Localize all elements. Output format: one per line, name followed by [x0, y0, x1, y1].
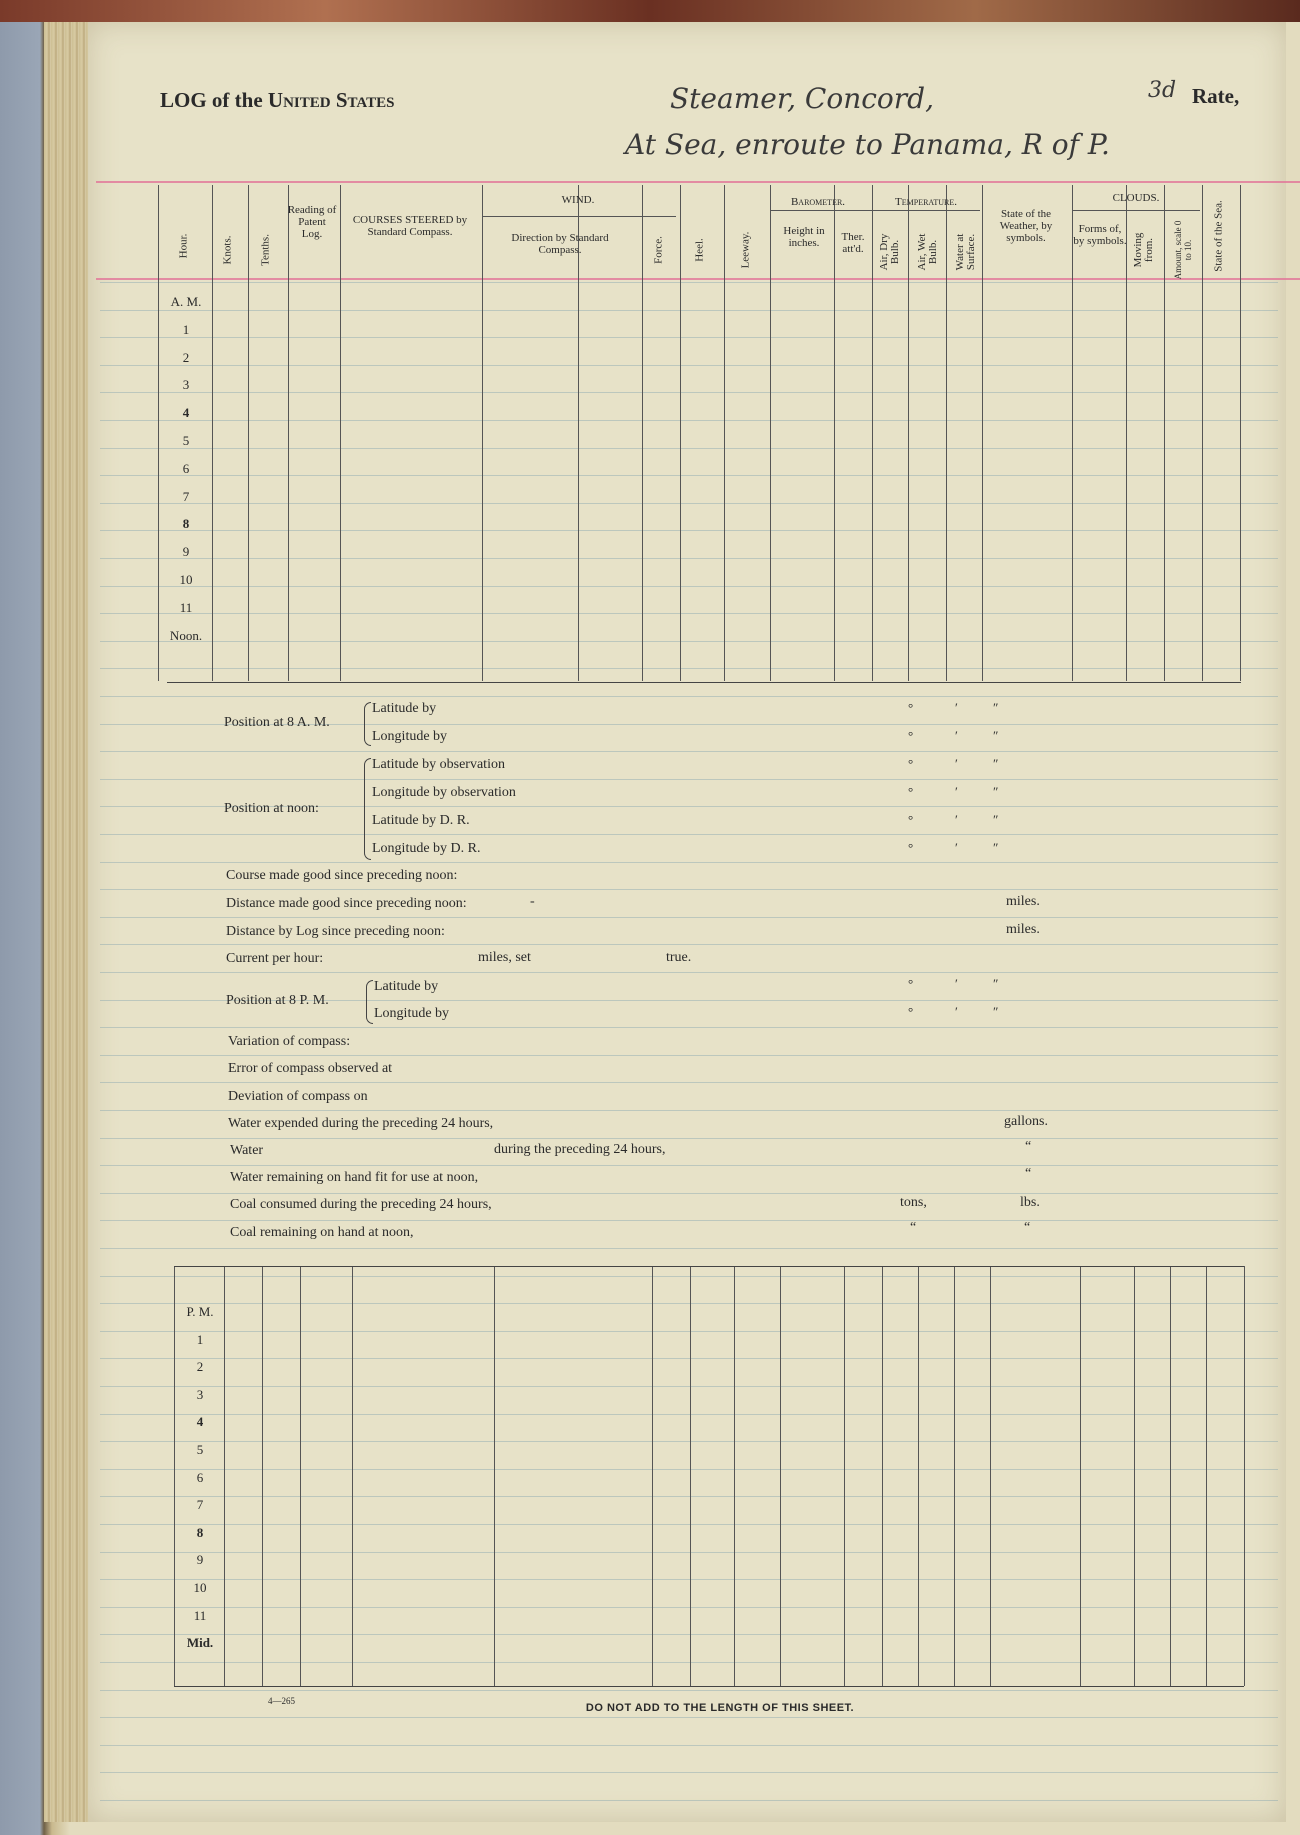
book-cover-edge	[0, 0, 1300, 22]
ruled-line	[100, 1110, 1278, 1111]
am-column-line	[578, 185, 579, 681]
ruled-line	[100, 1717, 1278, 1718]
degree-mark: °	[908, 812, 914, 827]
am-column-line	[1164, 185, 1165, 681]
degree-mark: °	[908, 756, 914, 771]
col-cloud-amount: Amount, scale 0 to 10.	[1173, 220, 1193, 280]
col-temperature: Temperature.	[895, 196, 957, 208]
col-sea: State of the Sea.	[1212, 200, 1225, 272]
water-during: during the preceding 24 hours,	[494, 1142, 666, 1157]
second-mark: ″	[993, 840, 999, 855]
minute-mark: ′	[955, 976, 958, 991]
minute-mark: ′	[955, 840, 958, 855]
am-hour-label: 2	[182, 349, 190, 365]
deviation-of-compass: Deviation of compass on	[228, 1089, 368, 1104]
ruled-line	[100, 1441, 1278, 1442]
second-mark: ″	[993, 812, 999, 827]
pm-column-line	[262, 1266, 263, 1686]
second-mark: ″	[993, 976, 999, 991]
position-noon-label: Position at noon:	[224, 801, 319, 816]
page-gutter	[44, 22, 94, 1822]
col-baro-ther: Ther. att'd.	[841, 231, 865, 255]
col-cloud-forms: Forms of, by symbols.	[1073, 223, 1127, 247]
brace	[366, 980, 373, 1024]
pm-column-line	[494, 1266, 495, 1686]
am-column-line	[340, 185, 341, 681]
am-hour-label: 1	[182, 321, 190, 337]
pm-hour-label: 3	[196, 1386, 204, 1402]
pm-column-line	[352, 1266, 353, 1686]
pm-column-line	[1170, 1266, 1171, 1686]
ruled-line	[100, 1469, 1278, 1470]
col-air-dry: Air, Dry Bulb.	[878, 233, 901, 271]
ruled-line	[100, 475, 1278, 476]
pm-column-line	[174, 1266, 175, 1686]
true-label: true.	[666, 950, 692, 965]
ruled-line	[100, 1607, 1278, 1608]
pm-hour-label: 5	[196, 1442, 204, 1457]
col-heel: Heel.	[693, 238, 706, 262]
col-hour: Hour.	[177, 233, 190, 259]
col-wind-force: Force.	[652, 236, 665, 264]
footer-notice: DO NOT ADD TO THE LENGTH OF THIS SHEET.	[585, 1702, 855, 1714]
vessel-name: Steamer, Concord,	[670, 82, 934, 115]
title-caps: United States	[267, 88, 395, 112]
miles-2: miles.	[1006, 922, 1040, 937]
water-expended: Water expended during the preceding 24 hours,	[228, 1116, 494, 1131]
pm-hour-label: 7	[196, 1497, 204, 1513]
am-column-line	[872, 185, 873, 681]
ruled-line	[100, 668, 1278, 669]
ruled-line	[100, 1138, 1278, 1139]
am-column-line	[482, 185, 483, 681]
water-label: Water	[230, 1143, 264, 1158]
am-column-line	[642, 185, 643, 681]
pm-column-line	[652, 1266, 653, 1686]
ruled-line	[100, 1055, 1278, 1056]
ditto-3: “	[910, 1220, 917, 1235]
am-column-line	[1202, 185, 1203, 681]
pm-hour-label: 6	[196, 1469, 204, 1485]
col-knots: Knots.	[221, 235, 234, 265]
ruled-line	[100, 1248, 1278, 1249]
ruled-line	[100, 779, 1278, 780]
gallons-label: gallons.	[1004, 1114, 1048, 1129]
am-hour-label: 4	[182, 405, 190, 421]
am-hour-label: 9	[182, 544, 190, 560]
col-wind-direction: Direction by Standard Compass.	[511, 232, 609, 256]
am-hour-label: 10	[179, 572, 193, 587]
minute-mark: ′	[955, 728, 958, 743]
ruled-line	[100, 1414, 1278, 1415]
ruled-line	[100, 420, 1278, 421]
coal-consumed: Coal consumed during the preceding 24 hours,	[230, 1197, 492, 1212]
tons-label: tons,	[900, 1195, 927, 1210]
minute-mark: ′	[955, 812, 958, 827]
page-title	[160, 88, 395, 113]
brace	[364, 758, 371, 860]
ruled-line	[100, 1276, 1278, 1277]
ditto-1: “	[1025, 1139, 1032, 1154]
ruled-line	[100, 337, 1278, 338]
ruled-line	[100, 310, 1278, 311]
lbs-label: lbs.	[1020, 1195, 1040, 1210]
ruled-line	[100, 558, 1278, 559]
pm-column-line	[954, 1266, 955, 1686]
col-courses: COURSES STEERED by Standard Compass.	[352, 214, 468, 238]
ruled-line	[100, 586, 1278, 587]
am-hour-label: A. M.	[170, 294, 202, 309]
am-column-line	[212, 185, 213, 681]
ruled-line	[100, 1690, 1278, 1691]
pm-column-line	[882, 1266, 883, 1686]
ruled-line	[100, 1331, 1278, 1332]
ruled-line	[100, 448, 1278, 449]
pm-hour-label: Mid.	[186, 1635, 214, 1651]
coal-remaining: Coal remaining on hand at noon,	[230, 1225, 414, 1240]
ruled-line	[100, 834, 1278, 835]
clouds-subheader-line	[1072, 210, 1200, 211]
distance-dash: -	[530, 894, 535, 909]
pm-column-line	[780, 1266, 781, 1686]
ruled-line	[100, 503, 1278, 504]
col-barometer: Barometer.	[790, 196, 846, 208]
degree-mark: °	[908, 700, 914, 715]
rate-label: Rate,	[1192, 84, 1240, 108]
pm-hour-label: 9	[196, 1552, 204, 1568]
wind-subheader-line	[482, 216, 676, 217]
pm-hour-label: 10	[193, 1580, 207, 1595]
col-wind: WIND.	[561, 194, 595, 206]
ruled-line	[100, 1745, 1278, 1746]
longitude-by-8pm: Longitude by	[374, 1006, 450, 1021]
minute-mark: ′	[955, 784, 958, 799]
pm-hour-label: 4	[196, 1414, 204, 1430]
ruled-line	[100, 1662, 1278, 1663]
pm-column-line	[690, 1266, 691, 1686]
course-made-good: Course made good since preceding noon:	[226, 868, 458, 883]
pm-column-line	[1244, 1266, 1245, 1686]
position-8am-label: Position at 8 A. M.	[224, 715, 330, 730]
am-table-bottom	[167, 682, 1241, 683]
latitude-by-8am: Latitude by	[372, 701, 437, 716]
col-leeway: Leeway.	[739, 231, 752, 269]
degree-mark: °	[908, 840, 914, 855]
pm-column-line	[1134, 1266, 1135, 1686]
ruled-line	[100, 972, 1278, 973]
position-8pm-label: Position at 8 P. M.	[226, 993, 329, 1008]
ruled-line	[100, 751, 1278, 752]
am-hour-label: 8	[182, 516, 190, 532]
pm-hour-label: 1	[196, 1331, 204, 1347]
ruled-line	[100, 1386, 1278, 1387]
am-column-line	[834, 185, 835, 681]
ruled-line	[100, 1524, 1278, 1525]
pm-table-bottom	[174, 1686, 1244, 1687]
longitude-by-8am: Longitude by	[372, 729, 448, 744]
temp-subheader-line	[870, 210, 980, 211]
title-prefix: LOG of the	[160, 88, 263, 112]
am-column-line	[288, 185, 289, 681]
ruled-line	[100, 1800, 1278, 1801]
am-hour-label: 11	[179, 599, 193, 615]
col-clouds: CLOUDS.	[1112, 192, 1160, 204]
col-water-surface: Water at Surface.	[954, 233, 977, 271]
am-column-line	[982, 185, 983, 681]
pm-column-line	[1080, 1266, 1081, 1686]
ruled-line	[100, 917, 1278, 918]
second-mark: ″	[993, 728, 999, 743]
degree-mark: °	[908, 976, 914, 991]
ditto-2: “	[1025, 1166, 1032, 1181]
pm-column-line	[844, 1266, 845, 1686]
am-hour-label: 5	[182, 433, 190, 448]
variation-of-compass: Variation of compass:	[228, 1034, 351, 1049]
error-of-compass: Error of compass observed at	[228, 1061, 393, 1076]
pm-hour-label: 2	[196, 1359, 204, 1375]
ruled-line	[100, 392, 1278, 393]
ruled-line	[100, 862, 1278, 863]
ruled-line	[100, 1027, 1278, 1028]
ruled-line	[100, 696, 1278, 697]
ruled-line	[100, 1552, 1278, 1553]
ruled-line	[100, 613, 1278, 614]
pm-column-line	[918, 1266, 919, 1686]
am-column-line	[158, 185, 159, 681]
ruled-line	[100, 1220, 1278, 1221]
col-patent-log: Reading of Patent Log.	[287, 204, 337, 240]
am-column-line	[724, 185, 725, 681]
col-baro-height: Height in inches.	[783, 225, 825, 249]
pink-rule-top	[96, 181, 1300, 183]
minute-mark: ′	[955, 756, 958, 771]
ruled-line	[100, 1772, 1278, 1773]
latitude-observation: Latitude by observation	[372, 757, 505, 772]
pm-hour-label: P. M.	[186, 1304, 214, 1319]
second-mark: ″	[993, 700, 999, 715]
latitude-by-8pm: Latitude by	[374, 979, 439, 994]
pm-table-top	[174, 1266, 1244, 1267]
pm-column-line	[224, 1266, 225, 1686]
am-hour-label: 7	[182, 488, 190, 504]
pm-hour-label: 11	[193, 1607, 207, 1623]
am-column-line	[1240, 185, 1241, 681]
second-mark: ″	[993, 784, 999, 799]
longitude-observation: Longitude by observation	[372, 785, 516, 800]
col-air-wet: Air, Wet Bulb.	[916, 233, 939, 271]
ruled-line	[100, 1634, 1278, 1635]
pm-column-line	[734, 1266, 735, 1686]
water-remaining: Water remaining on hand fit for use at noon,	[230, 1170, 479, 1185]
am-column-line	[946, 185, 947, 681]
am-hour-label: 6	[182, 460, 190, 476]
second-mark: ″	[993, 1004, 999, 1019]
location: At Sea, enroute to Panama, R of P.	[625, 128, 1110, 161]
ruled-line	[100, 641, 1278, 642]
am-column-line	[1126, 185, 1127, 681]
pm-column-line	[300, 1266, 301, 1686]
am-column-line	[248, 185, 249, 681]
ruled-line	[100, 1193, 1278, 1194]
ruled-line	[100, 1303, 1278, 1304]
minute-mark: ′	[955, 700, 958, 715]
ruled-line	[100, 1579, 1278, 1580]
ruled-line	[100, 530, 1278, 531]
am-column-line	[680, 185, 681, 681]
ruled-line	[100, 282, 1278, 283]
miles-set: miles, set	[478, 950, 531, 965]
ruled-line	[100, 889, 1278, 890]
ditto-4: “	[1024, 1220, 1031, 1235]
pm-column-line	[1206, 1266, 1207, 1686]
ruled-line	[100, 1496, 1278, 1497]
degree-mark: °	[908, 784, 914, 799]
col-weather: State of the Weather, by symbols.	[999, 208, 1053, 244]
degree-mark: °	[908, 728, 914, 743]
am-column-line	[770, 185, 771, 681]
latitude-dr: Latitude by D. R.	[372, 813, 470, 828]
miles-1: miles.	[1006, 894, 1040, 909]
ruled-line	[100, 1082, 1278, 1083]
longitude-dr: Longitude by D. R.	[372, 841, 481, 856]
pm-column-line	[990, 1266, 991, 1686]
am-column-line	[908, 185, 909, 681]
ruled-line	[100, 1358, 1278, 1359]
col-cloud-moving: Moving from.	[1132, 232, 1155, 268]
current-per-hour: Current per hour:	[226, 951, 324, 966]
rate-handwritten: 3d	[1148, 78, 1177, 103]
am-hour-label: Noon.	[169, 627, 203, 643]
distance-by-log: Distance by Log since preceding noon:	[226, 924, 445, 939]
pm-hour-label: 8	[196, 1524, 204, 1540]
degree-mark: °	[908, 1004, 914, 1019]
ruled-line	[100, 365, 1278, 366]
form-number: 4—265	[268, 1696, 295, 1706]
col-tenths: Tenths.	[259, 234, 272, 266]
brace	[364, 702, 371, 746]
am-hour-label: 3	[182, 377, 190, 393]
am-column-line	[1072, 185, 1073, 681]
minute-mark: ′	[955, 1004, 958, 1019]
ruled-line	[100, 944, 1278, 945]
distance-made-good: Distance made good since preceding noon:	[226, 896, 467, 911]
second-mark: ″	[993, 756, 999, 771]
pink-rule-bottom	[96, 278, 1300, 280]
ruled-line	[100, 1165, 1278, 1166]
